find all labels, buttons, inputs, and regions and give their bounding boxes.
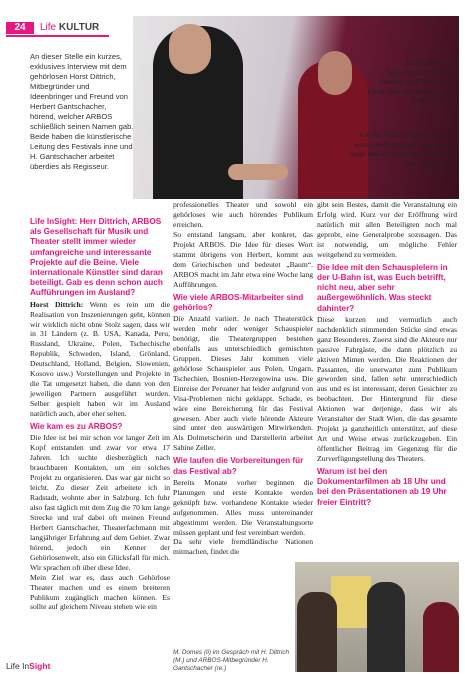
answer-2b: Mein Ziel war es, dass auch Gehörlose Theater machen und es einem breiteren Publikum zugänglich machen können. Es sollte auf gleichem Niveau stehen wie ein: [30, 572, 170, 612]
answer-4: Bereits Monate vorher beginnen die Planungen und erste Kontakte werden geknüpft bzw. vorhandene Kontakte wieder aufgenommen. Alles muss untereinander abgestimmt werden. Die Veranstaltungsorte müssen geplant und fest vereinbart werden.: [173, 477, 313, 537]
bottom-photo: [295, 562, 459, 672]
footer-suffix: Sight: [29, 661, 51, 671]
section-prefix: Life: [40, 22, 59, 33]
question-5: Die Idee mit den Schauspielern in der U-Bahn ist, was Euch betrifft, nicht neu, aber sehr außergewöhnlich. Was steckt dahinter?: [317, 262, 448, 313]
answer-4-cont: gibt sein Bestes, damit die Veranstaltung ein Erfolg wird. Kurz vor der Eröffnung wird natürlich mit allen Beteiligten noch mal geprobt, eine Generalprobe sozusagen. Das ist notwendig, um mögliche Fehler weitgehend zu vermeiden.: [317, 200, 457, 259]
photo-figure-middle: [367, 582, 405, 672]
answer-2: Die Idee ist bei mir schon vor langer Zeit im Kopf entstanden und zwar vor etwa 17 Jahren. Ich suchte diesbezüglich nach brauchbaren Kontakten, um ein solches Projekt zu organisieren. Das war gar nicht so leicht. Zu dieser Zeit arbeitete ich in Radstadt, wohnte aber in Salzburg. Ich fuhr also fast täglich mit dem Zug die 70 km lange Strecke und traf dabei oft meinen Freund Herbert Gantschacher, Theaterfachmann mit langjähriger Erfahrung auf dem Gebiet. Zwar hörend, jedoch ein Kenner der Gehörlosenwelt, also ein Glücksfall für mich. Wir sprachen oft über diese Idee.: [30, 433, 170, 572]
photo-head-right: [318, 51, 352, 95]
answer-5: Diese kurzen und vermutlich auch nachdenklich stimmenden Stücke sind etwas ganz Besonderes. Zuerst sind die Akteure nur passive Fahrgäste, die dann plötzlich zu aktiven Mimen werden. Die Reaktionen der Passanten, die unerwartet zum Publikum geworden sind, fallen sehr unterschiedlich aus und es ist interessant, deren Gesichter zu beobachten. Der Hintergrund für diese Aktionen war derjenige, dass wir als Veranstalter der Stadt Wien, die das gesamte Projekt ja ganzheitlich unterstützt, auf diese Art und Weise etwas zurückzugeben. Ein öffentlicher Beitrag im Gegenzug für die Zurverfügungstellung des Theaters.: [317, 314, 457, 464]
photo-head-left: [169, 24, 211, 74]
question-1: Life InSight: Herr Dittrich, ARBOS als Gesellschaft für Musik und Theater stellt immer wieder umfangreiche und interessante Projekte auf die Beine. Viele internationale Künstler sind daran beteiligt. Gab es denn schon auch Aufführungen im Ausland?: [30, 217, 163, 298]
column-3: [317, 200, 457, 509]
intro-text: An dieser Stelle ein kurzes, exklusives Interview mit dem gehörlosen Horst Dittrich, Mitbegründer und Ideenbringer und Freund von Herbert Gantschacher, hörend, welcher ARBOS schließlich seinen Namen gab. Beide haben die künstlerische Leitung des Festivals inne und H. Gantschacher arbeitet überdies als Regisseur.: [30, 52, 134, 171]
page-number: 24: [6, 22, 34, 34]
question-6: Warum ist bei den Dokumentarfilmen ab 18 Uhr und bei den Präsentationen ab 19 Uhr freier Eintritt?: [317, 467, 447, 507]
answer-2-cont-b: So entstand langsam, aber konkret, das Projekt ARBOS. Die Idee für dieses Wort stammt übrigens von Herbert, kommt aus dem Griechischen und bedeutet „Baum“. ARBOS macht im Jahr etwa eine Woche lang Aufführungen.: [173, 229, 313, 289]
photo-figure-right: [423, 602, 459, 672]
question-3: Wie viele ARBOS-Mitarbeiter sind gehörlos?: [173, 292, 304, 312]
answer-2-cont: professionelles Theater und sowohl ein gehörloses wie auch hörendes Publikum erreichen.: [173, 200, 313, 229]
answer-1-text: Wenn es rein um die Realisation von Inszenierungen geht, können wir wirklich nicht ohne Stolz sagen, dass wir in 31 Ländern (z. B. USA, Kanada, Peru, Russland, Ukraine, Polen, Tschechische Republik, Schweden, Island, Grönland, Deutschland, Holland, Belgien, Slowenien, Kosovo usw.) Vorstellungen und Projekte in die Tat umgesetzt haben, die dann von den jeweiligen Partnern ausgeführt wurden. Selber gespielt haben wir im Ausland natürlich auch, aber eher selten.: [30, 299, 170, 419]
wrap-text-a: Kommunikation hauptsächlich über das Internet via E-Mails oder Chats statt, ein einfacher und schneller Weg.: [367, 58, 455, 106]
footer-prefix: Life In: [6, 661, 30, 671]
photo-figure-left: [297, 592, 337, 672]
header-photo: [133, 16, 459, 199]
column-2: [173, 200, 313, 557]
question-4: Wie laufen die Vorbereitungen für das Festival ab?: [173, 456, 304, 476]
question-2: Wie kam es zu ARBOS?: [30, 422, 123, 432]
answer-3: Die Anzahl variiert. Je nach Theaterstück werden mehr oder weniger Schauspieler benötigt, die Theatergruppen bestehen ebenfalls aus unterschiedlich gemischten Gruppen. Dieses Jahr kommen viele gehörlose Schauspieler aus Polen, Ungarn, Tschechien, Bosnien-Herzegowina usw. Die Einreise der Peruaner hat leider aufgrund von Visa-Problemen nicht geklappt. Schade, es wäre eine Bereicherung für das Festival gewesen. Aber auch viele hörende Akteure sind unter den auswärtigen Mitwirkenden. Als Dolmetscherin und Darstellerin arbeitet Sabine Zeller.: [173, 313, 313, 453]
photo-caption: M. Domes (li) im Gespräch mit H. Dittrich (M.) und ARBOS-Mitbegründer H. Gantschacher (re.): [173, 649, 290, 672]
section-name: KULTUR: [58, 22, 100, 33]
footer-brand: [6, 661, 50, 671]
header-rule: [6, 35, 109, 37]
wrap-text-b: Von der Vorbereitung bis zu den ersten Aufführungen vergeht eine lange und arbeitsintensive Zeit und jeder Mitarbeiter: [349, 130, 455, 168]
photo-poster: [331, 576, 371, 628]
section-header: [40, 22, 99, 34]
answer-1: [30, 300, 170, 419]
speaker-label: Horst Dittrich:: [30, 299, 84, 309]
answer-4b: Da sehr viele fremdländische Nationen mitmachen, findet die: [173, 537, 313, 557]
photo-handshake: [228, 164, 288, 180]
column-1: [30, 214, 170, 612]
